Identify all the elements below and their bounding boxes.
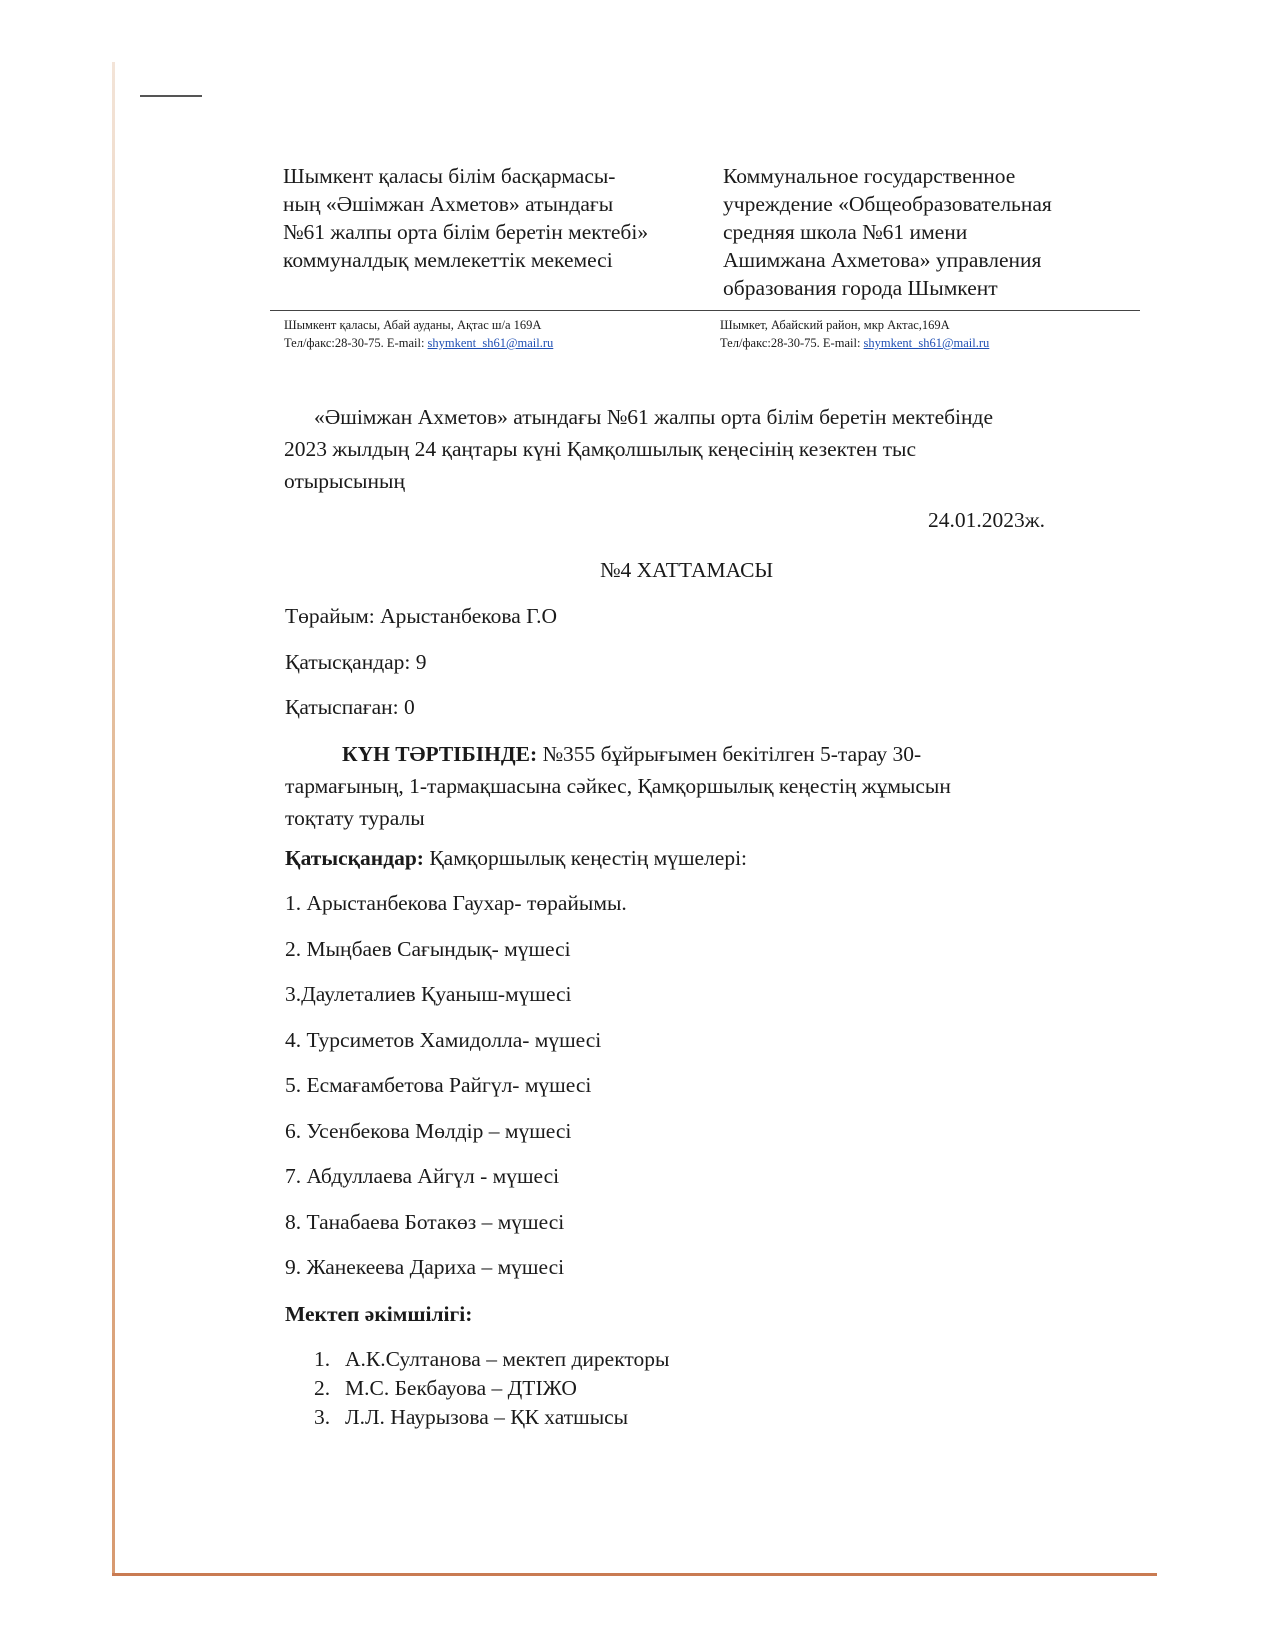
admin-item-number: 2. [314,1376,331,1400]
admin-item [314,1405,669,1434]
admin-item-text: А.К.Султанова – мектеп директоры [345,1347,670,1371]
phone-text: Тел/факс:28-30-75. E-mail: [284,336,428,350]
header-divider [270,310,1140,311]
email-link[interactable]: shymkent_sh61@mail.ru [427,336,554,350]
agenda-label: КҮН ТӘРТІБІНДЕ: [342,742,538,766]
member-item: 3.Даулеталиев Қуаныш-мүшесі [285,982,572,1006]
admin-item [314,1347,669,1376]
corner-mark [140,95,202,97]
header-kazakh-line: №61 жалпы орта білім беретін мектебі» [283,220,649,244]
member-item: 2. Мыңбаев Сағындық- мүшесі [285,936,571,961]
intro-paragraph [284,401,1124,497]
member-item: 5. Есмағамбетова Райгүл- мүшесі [285,1073,592,1097]
admin-item-number: 3. [314,1405,331,1429]
admin-item-number: 1. [314,1347,331,1371]
agenda-line [285,738,1085,770]
agenda-paragraph [285,738,1085,834]
header-kazakh-line: ның «Әшімжан Ахметов» атындағы [283,192,614,216]
members-heading [285,846,747,871]
header-russian [723,162,1123,302]
member-item: 9. Жанекеева Дариха – мүшесі [285,1255,565,1279]
document-date: 24.01.2023ж. [928,508,1045,532]
address-line: Шымкент қаласы, Абай ауданы, Ақтас ш/а 169А [284,318,542,332]
chair-line: Төрайым: Арыстанбекова Г.О [285,604,558,628]
intro-line: «Әшімжан Ахметов» атындағы №61 жалпы орта білім беретін мектебінде [314,405,994,429]
agenda-line: тармағының, 1-тармақшасына сәйкес, Қамқоршылық кеңестің жұмысын [285,774,951,798]
absent-line: Қатыспаған: 0 [285,695,415,719]
page-edge-bottom [112,1573,1157,1576]
admin-item-text: Л.Л. Наурызова – ҚК хатшысы [345,1405,629,1429]
intro-line: отырысының [284,469,405,493]
header-russian-line: средняя школа №61 имени [723,220,968,244]
contact-line [284,334,553,352]
agenda-text: №355 бұйрығымен бекітілген 5-тарау 30- [537,742,922,766]
member-item: 7. Абдуллаева Айгүл - мүшесі [285,1164,560,1188]
admin-item [314,1376,669,1405]
admin-item-text: М.С. Бекбауова – ДТІЖО [345,1376,577,1400]
admin-heading: Мектеп әкімшілігі: [285,1302,473,1326]
header-russian-line: учреждение «Общеобразовательная [723,192,1052,216]
members-heading-label: Қатысқандар: [285,846,424,870]
page-edge-left [112,62,115,1575]
header-kazakh-line: Шымкент қаласы білім басқармасы- [283,164,616,188]
phone-text: Тел/факс:28-30-75. E-mail: [720,336,864,350]
intro-line: 2023 жылдың 24 қаңтары күні Қамқолшылық кеңесінің кезектен тыс [284,437,917,461]
members-list [285,891,627,1301]
member-item: 6. Усенбекова Мөлдір – мүшесі [285,1118,572,1143]
contact-line [720,334,989,352]
header-kazakh [283,162,703,274]
attended-line: Қатысқандар: 9 [285,650,427,674]
header-kazakh-line: коммуналдық мемлекеттік мекемесі [283,248,613,272]
email-link[interactable]: shymkent_sh61@mail.ru [863,336,990,350]
admin-list [314,1347,669,1434]
header-russian-line: Коммунальное государственное [723,164,1016,188]
protocol-title: №4 ХАТТАМАСЫ [600,558,774,582]
agenda-line: тоқтату туралы [285,806,425,830]
address-kazakh [284,316,553,352]
header-russian-line: образования города Шымкент [723,276,998,300]
header-russian-line: Ашимжана Ахметова» управления [723,248,1042,272]
member-item: 8. Танабаева Ботакөз – мүшесі [285,1209,565,1234]
address-line: Шымкет, Абайский район, мкр Актас,169А [720,318,950,332]
member-item: 4. Турсиметов Хамидолла- мүшесі [285,1027,602,1052]
member-item: 1. Арыстанбекова Гаухар- төрайымы. [285,891,627,915]
address-russian [720,316,989,352]
members-heading-text: Қамқоршылық кеңестің мүшелері: [423,846,748,870]
